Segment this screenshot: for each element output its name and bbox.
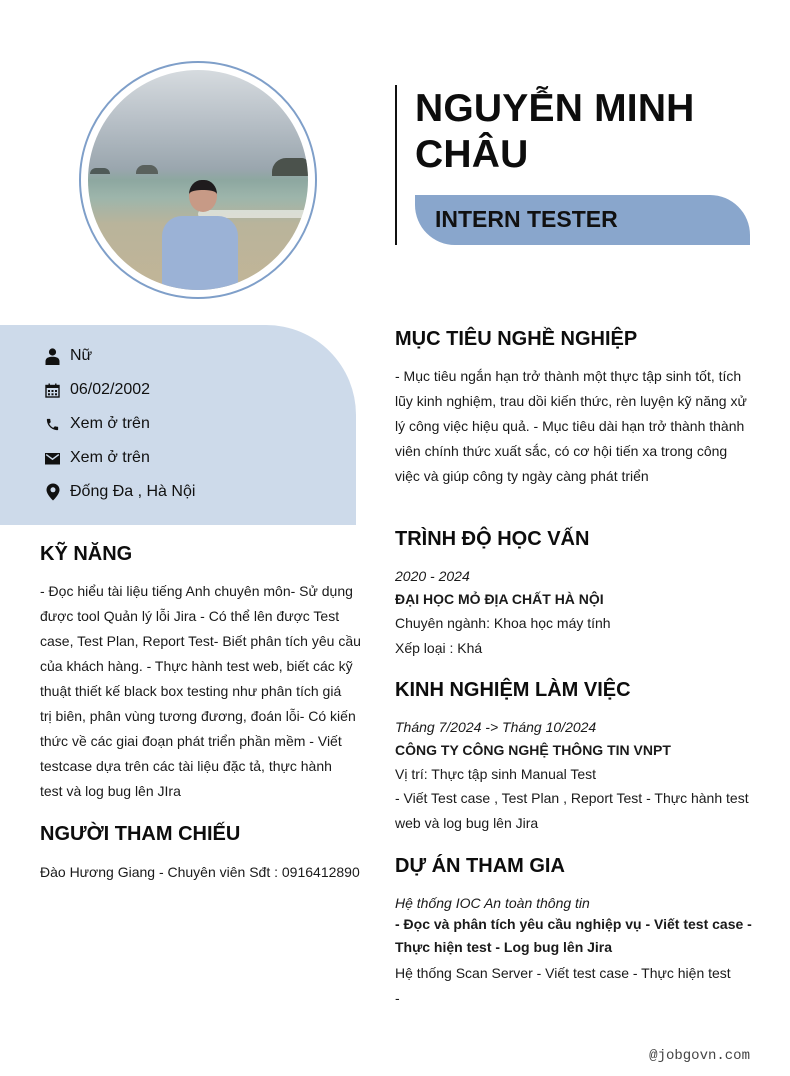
skills-text <box>40 579 370 804</box>
education-heading: TRÌNH ĐỘ HỌC VẤN <box>395 528 590 550</box>
skills-heading: KỸ NĂNG <box>40 543 133 565</box>
name-divider <box>395 85 397 245</box>
skills-line: testcase dựa trên các tài liệu đặc tả, thực hành <box>40 758 332 774</box>
photo-island <box>90 168 110 174</box>
calendar-icon <box>44 382 61 399</box>
skills-line: case, Test Plan, Report Test- Biết phân tích yêu cầu <box>40 633 361 649</box>
phone-icon <box>44 416 61 433</box>
education-major: Chuyên ngành: Khoa học máy tính <box>395 615 611 631</box>
contact-address <box>44 480 195 504</box>
skills-line: test và log bug lên JIra <box>40 783 181 799</box>
photo-person-head <box>189 180 217 212</box>
experience-line: web và log bug lên Jira <box>395 815 539 831</box>
contact-email <box>44 446 150 470</box>
projects-trailing-dash: - <box>395 990 400 1006</box>
experience-heading: KINH NGHIỆM LÀM VIỆC <box>395 679 631 701</box>
skills-line: - Đọc hiểu tài liệu tiếng Anh chuyên môn- Sử dụng <box>40 583 353 599</box>
contact-phone-text: Xem ở trên <box>70 415 150 432</box>
photo-island <box>272 158 308 176</box>
experience-company: CÔNG TY CÔNG NGHỆ THÔNG TIN VNPT <box>395 742 671 758</box>
contact-birthdate <box>44 378 150 402</box>
project2-line: Hệ thống Scan Server - Viết test case - Thực hiện test <box>395 965 731 981</box>
objective-line: lý công việc hiệu quả. - Mục tiêu dài hạn trở thành thành <box>395 418 745 434</box>
candidate-name: NGUYỄN MINH CHÂU <box>415 87 695 176</box>
references-text: Đào Hương Giang - Chuyên viên Sđt : 0916412890 <box>40 864 360 880</box>
photo-island <box>136 165 158 174</box>
person-icon <box>44 348 61 365</box>
contact-gender <box>44 344 92 368</box>
experience-period: Tháng 7/2024 -> Tháng 10/2024 <box>395 719 597 735</box>
location-pin-icon <box>44 484 61 501</box>
contact-gender-text: Nữ <box>70 347 93 364</box>
contact-phone <box>44 412 150 436</box>
objective-line: viên chính thức xuất sắc, có cơ hội tiến xa trong công <box>395 443 728 459</box>
skills-line: của khách hàng. - Thực hành test web, biết các kỹ <box>40 658 353 674</box>
objective-line: việc và giúp công ty ngày càng phát triển <box>395 468 649 484</box>
objective-heading: MỤC TIÊU NGHỀ NGHIỆP <box>395 328 638 350</box>
contact-birthdate-text: 06/02/2002 <box>70 381 151 398</box>
job-title: INTERN TESTER <box>435 206 618 232</box>
objective-line: lũy kinh nghiệm, trau dồi kiến thức, rèn luyện kỹ năng xử <box>395 393 747 409</box>
project1-description <box>395 913 765 959</box>
project1-name: Hệ thống IOC An toàn thông tin <box>395 895 590 911</box>
project1-line: - Đọc và phân tích yêu cầu nghiệp vụ - Viết test case - <box>395 916 752 932</box>
experience-position: Vị trí: Thực tập sinh Manual Test <box>395 766 597 782</box>
experience-line: - Viết Test case , Test Plan , Report Test - Thực hành test <box>395 790 749 806</box>
skills-line: được tool Quản lý lỗi Jira - Có thể lên được Test <box>40 608 340 624</box>
skills-line: thức về các giai đoạn phát triển phần mềm - Viết <box>40 733 342 749</box>
avatar <box>88 70 308 290</box>
references-heading: NGƯỜI THAM CHIẾU <box>40 823 241 845</box>
experience-description <box>395 786 765 836</box>
projects-heading: DỰ ÁN THAM GIA <box>395 855 565 877</box>
project1-line: Thực hiện test - Log bug lên Jira <box>395 939 613 955</box>
contact-address-text: Đống Đa , Hà Nội <box>70 483 196 500</box>
skills-line: trị biên, phân vùng tương đương, đoán lỗi- Có kiến <box>40 708 356 724</box>
job-title-badge <box>415 195 750 245</box>
photo-person-body <box>162 216 238 290</box>
footer-watermark: @jobgovn.com <box>649 1048 750 1064</box>
objective-line: - Mục tiêu ngắn hạn trở thành một thực tập sinh tốt, tích <box>395 368 742 384</box>
skills-line: thuật thiết kế black box testing như phân tích giá <box>40 683 342 699</box>
education-school: ĐẠI HỌC MỎ ĐỊA CHẤT HÀ NỘI <box>395 591 604 607</box>
education-period: 2020 - 2024 <box>395 568 470 584</box>
contact-email-text: Xem ở trên <box>70 449 150 466</box>
email-icon <box>44 450 61 467</box>
objective-text <box>395 364 755 489</box>
education-grade: Xếp loại : Khá <box>395 640 483 656</box>
